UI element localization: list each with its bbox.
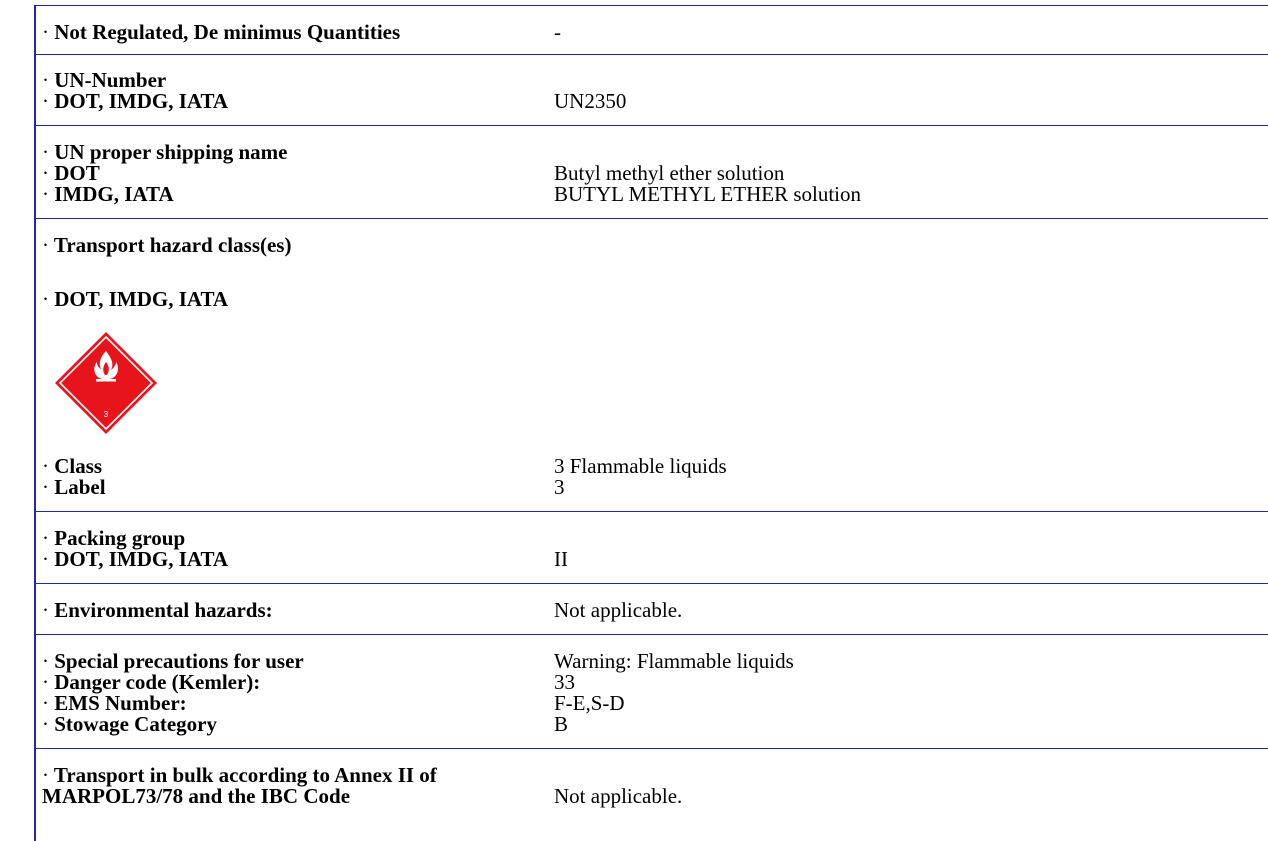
packing-group-modes-label: · DOT, IMDG, IATA [42, 547, 229, 571]
bulk-transport-label: · Transport in bulk according to Annex II of [42, 763, 437, 787]
kemler-code-value: 33 [554, 670, 575, 694]
shipping-name-imdg-value: BUTYL METHYL ETHER solution [554, 182, 862, 206]
ems-number-value: F-E,S-D [554, 691, 625, 715]
table-top-border [36, 5, 1268, 6]
special-precautions-label: · Special precautions for user [42, 649, 304, 673]
stowage-category-value: B [554, 712, 569, 736]
label-label: · Label [42, 475, 106, 499]
not-regulated-value: - [554, 20, 561, 44]
kemler-code-label: · Danger code (Kemler): [42, 670, 261, 694]
class-value: 3 Flammable liquids [554, 454, 727, 478]
bulk-transport-value: Not applicable. [554, 784, 683, 808]
packing-group-label: · Packing group [42, 526, 186, 550]
shipping-name-dot-label: · DOT [42, 161, 100, 185]
flammable-liquid-placard-icon [54, 331, 158, 435]
hazard-class-modes-label: · DOT, IMDG, IATA [42, 287, 229, 311]
shipping-name-imdg-label: · IMDG, IATA [42, 182, 174, 206]
label-value: 3 [554, 475, 565, 499]
environmental-hazards-label: · Environmental hazards: [42, 598, 273, 622]
un-number-label: · UN-Number [42, 68, 167, 92]
stowage-category-label: · Stowage Category [42, 712, 217, 736]
shipping-name-dot-value: Butyl methyl ether solution [554, 161, 785, 185]
row-divider [36, 748, 1268, 749]
placard-class-number: 3 [103, 410, 109, 419]
hazard-class-label: · Transport hazard class(es) [42, 233, 292, 257]
class-label: · Class [42, 454, 103, 478]
row-divider [36, 54, 1268, 55]
environmental-hazards-value: Not applicable. [554, 598, 683, 622]
un-number-modes-label: · DOT, IMDG, IATA [42, 89, 229, 113]
un-number-value: UN2350 [554, 89, 627, 113]
row-divider [36, 634, 1268, 635]
ems-number-label: · EMS Number: [42, 691, 187, 715]
special-precautions-value: Warning: Flammable liquids [554, 649, 794, 673]
transport-information-table [34, 5, 1268, 841]
row-divider [36, 583, 1268, 584]
shipping-name-label: · UN proper shipping name [42, 140, 288, 164]
row-divider [36, 125, 1268, 126]
bulk-transport-label-continued: MARPOL73/78 and the IBC Code [42, 784, 351, 808]
row-divider [36, 511, 1268, 512]
row-divider [36, 218, 1268, 219]
not-regulated-label: · Not Regulated, De minimus Quantities [42, 20, 401, 44]
packing-group-value: II [554, 547, 568, 571]
